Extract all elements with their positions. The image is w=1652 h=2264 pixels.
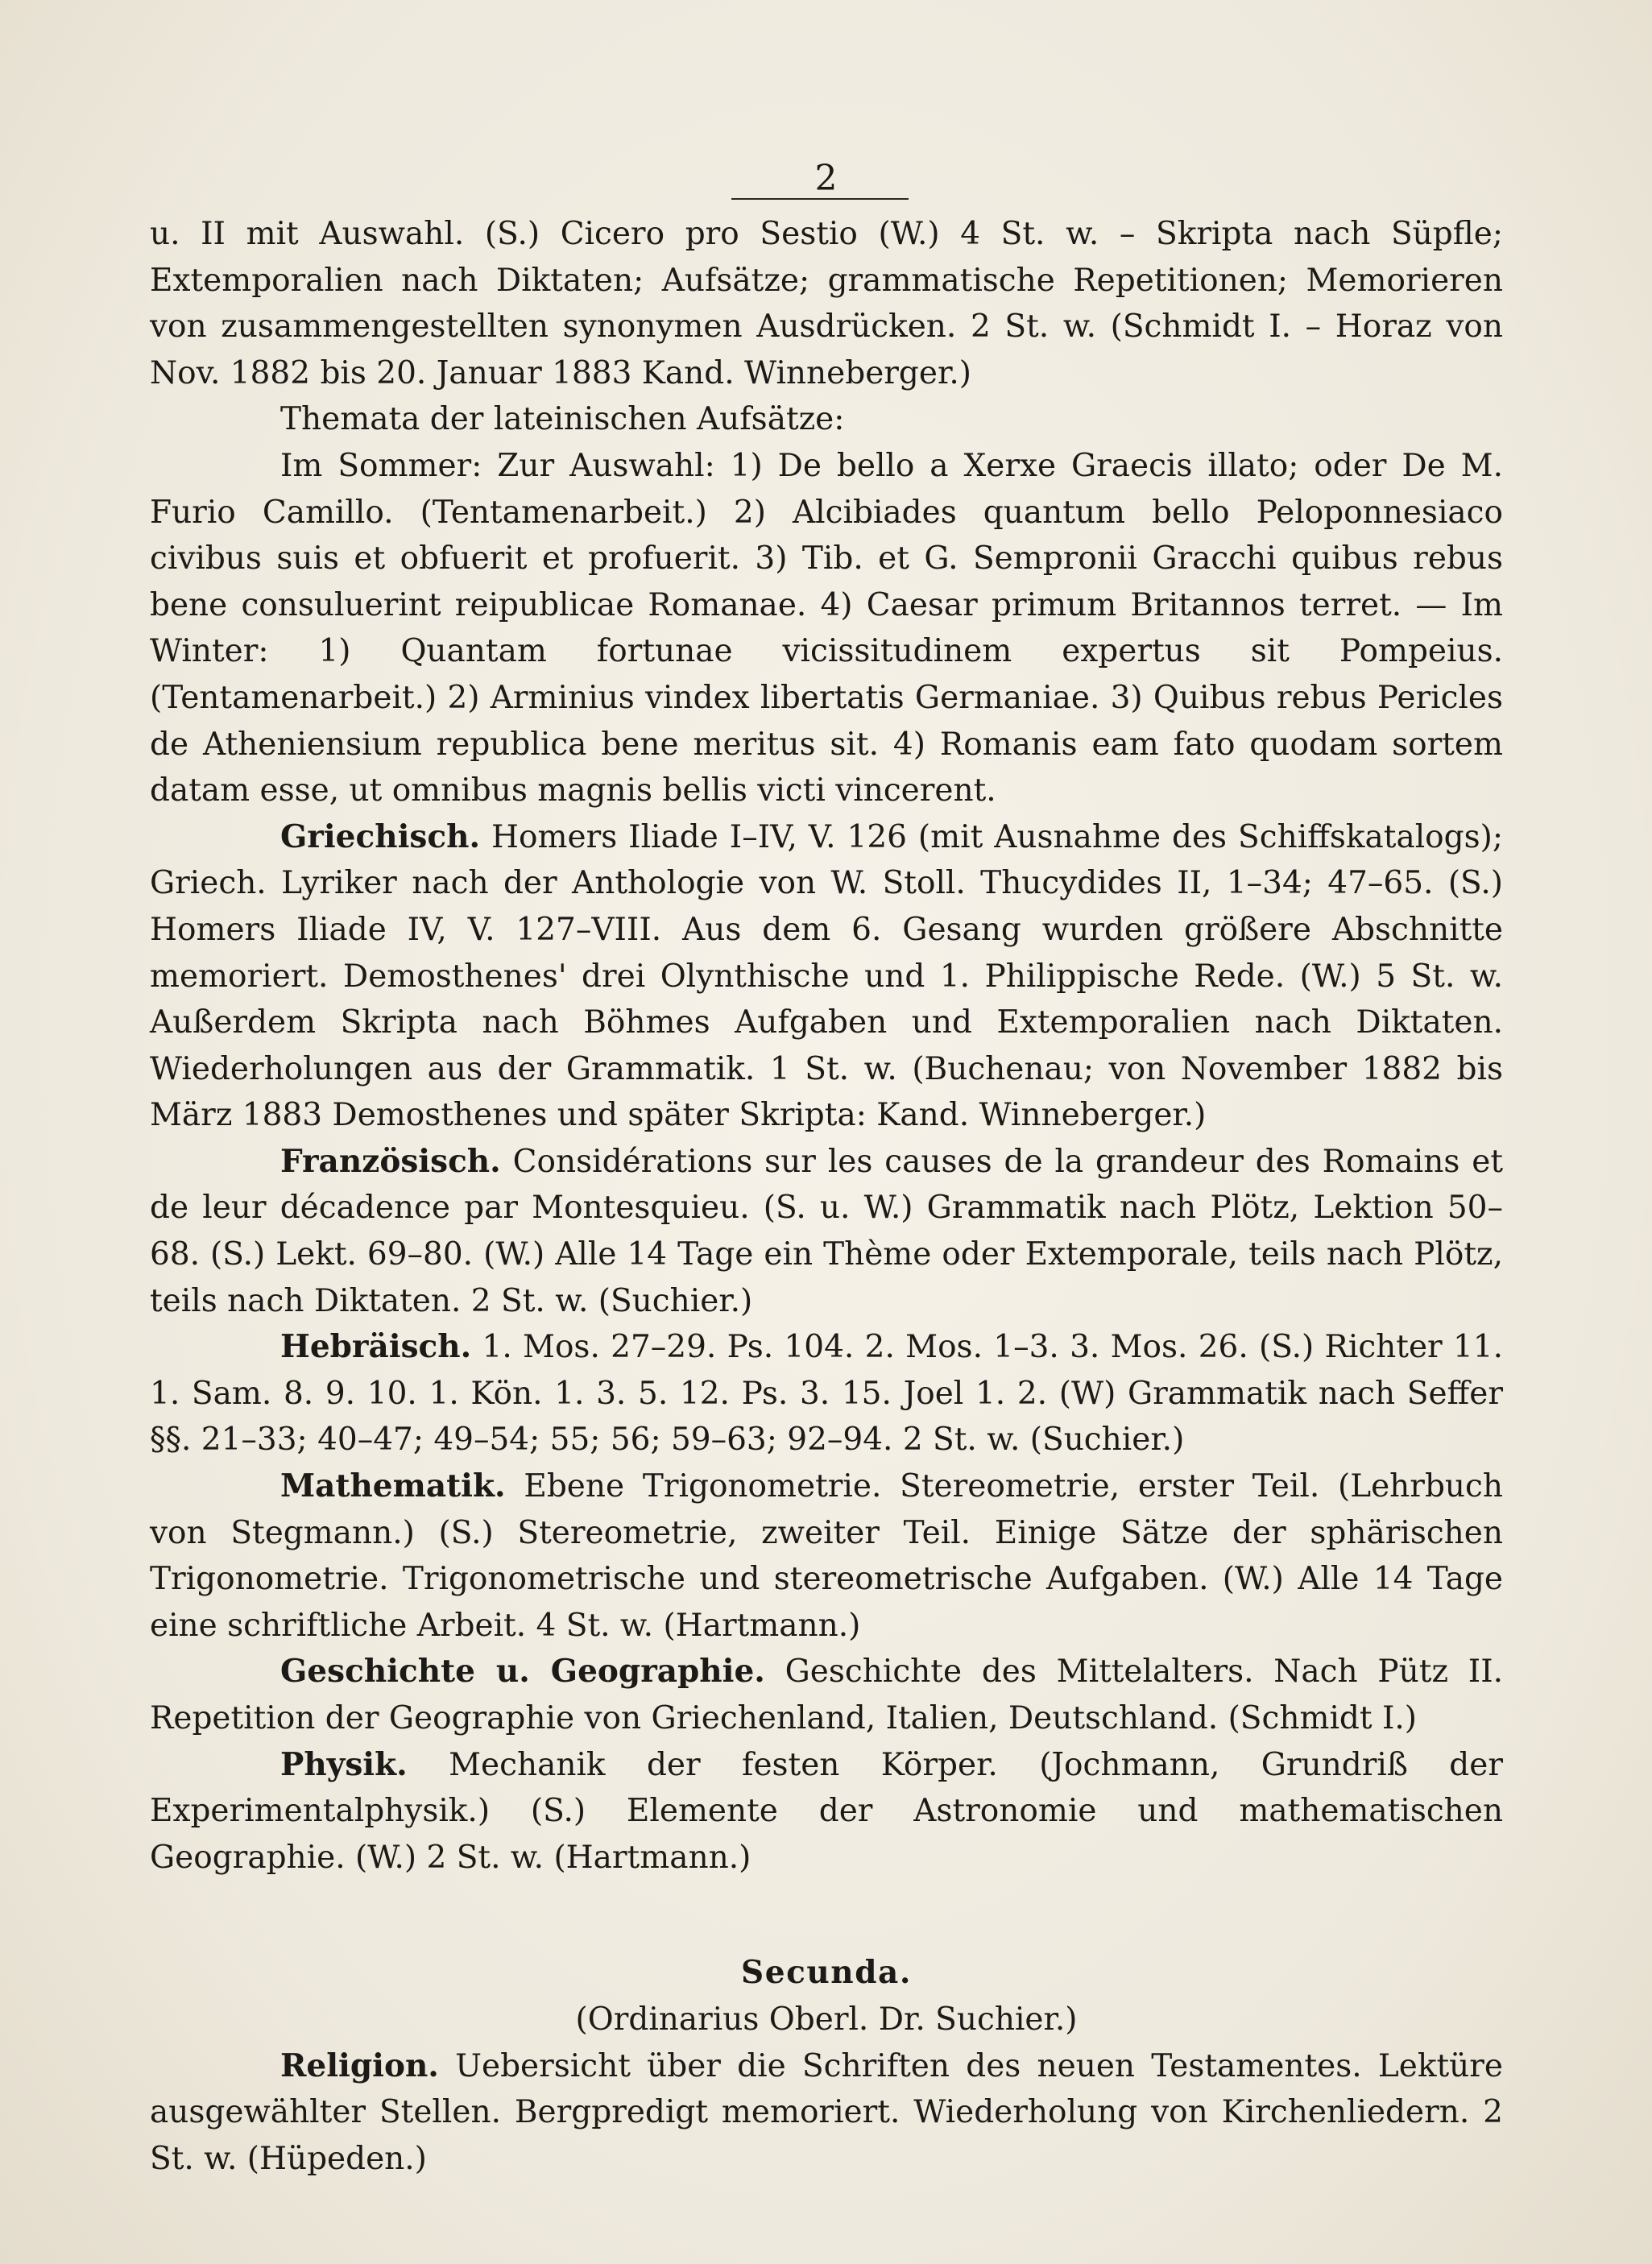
page-number: 2	[814, 158, 838, 199]
subject-history-geography	[150, 1649, 1503, 1741]
subject-text: 1. Mos. 27–29. Ps. 104. 2. Mos. 1–3. 3. Mos. 26. (S.) Richter 11. 1. Sam. 8. 9. 10. 1. Kön. 1. 3. 5. 12. Ps. 3. 15. Joel 1. 2. (W) Grammatik nach Seffer §§. 21–33; 40–47; 49–54; 55; 56; 59–63; 92–94. 2 St. w. (Suchier.)	[150, 1329, 1503, 1459]
subject-text: Homers Iliade I–IV, V. 126 (mit Ausnahme des Schiffskatalogs); Griech. Lyriker nach der Anthologie von W. Stoll. Thucydides II, 1–34; 47–65. (S.) Homers Iliade IV, V. 127–VIII. Aus dem 6. Gesang wurden größere Abschnitte memoriert. Demosthenes' drei Olynthische und 1. Philippische Rede. (W.) 5 St. w. Außerdem Skripta nach Böhmes Aufgaben und Extemporalien nach Diktaten. Wiederholungen aus der Grammatik. 1 St. w. (Buchenau; von November 1882 bis März 1883 Demosthenes und später Skripta: Kand. Winneberger.)	[150, 818, 1503, 1134]
subject-physics	[150, 1742, 1503, 1881]
subject-heading: Hebräisch.	[280, 1328, 472, 1366]
subject-text: Considérations sur les causes de la grandeur des Romains et de leur décadence par Montesquieu. (S. u. W.) Grammatik nach Plötz, Lektion 50–68. (S.) Lekt. 69–80. (W.) Alle 14 Tage ein Thème oder Extemporale, teils nach Plötz, teils nach Diktaten. 2 St. w. (Suchier.)	[150, 1143, 1504, 1319]
page-body	[150, 211, 1503, 2182]
section-title: Secunda.	[740, 1954, 913, 1992]
subject-text: Geschichte des Mittelalters. Nach Pütz II. Repetition der Geographie von Griechenland, Italien, Deutschland. (Schmidt I.)	[150, 1654, 1503, 1736]
section-subtitle: (Ordinarius Oberl. Dr. Suchier.)	[575, 2001, 1078, 2038]
subject-heading: Physik.	[280, 1745, 408, 1783]
subject-greek	[150, 814, 1503, 1139]
subject-text: Uebersicht über die Schriften des neuen Testamentes. Lektüre ausgewählter Stellen. Bergpredigt memoriert. Wiederholung von Kirchenliedern. 2 St. w. (Hüpeden.)	[150, 2047, 1503, 2177]
subject-heading: Religion.	[280, 2047, 439, 2084]
subject-heading: Geschichte u. Geographie.	[280, 1653, 765, 1691]
subject-heading: Französisch.	[280, 1142, 501, 1180]
subject-religion	[150, 2043, 1503, 2183]
latin-essay-themes-list: Im Sommer: Zur Auswahl: 1) De bello a Xerxe Graecis illato; oder De M. Furio Camillo. (Tentamenarbeit.) 2) Alcibiades quantum bello Peloponnesiaco civibus suis et obfuerit et profuerit. 3) Tib. et G. Sempronii Gracchi quibus rebus bene consuluerint reipublicae Romanae. 4) Caesar primum Britannos terret. — Im Winter: 1) Quantam fortunae vicissitudinem expertus sit Pompeius. (Tentamenarbeit.) 2) Arminius vindex libertatis Germaniae. 3) Quibus rebus Pericles de Atheniensium republica bene meritus sit. 4) Romanis eam fato quodam sortem datam esse, ut omnibus magnis bellis victi vincerent.	[150, 447, 1503, 809]
subject-mathematics	[150, 1463, 1503, 1649]
latin-essay-themes-heading: Themata der lateinischen Aufsätze:	[280, 401, 845, 438]
subject-heading: Mathematik.	[280, 1467, 506, 1505]
subject-heading: Griechisch.	[280, 817, 481, 855]
subject-french	[150, 1139, 1503, 1324]
subject-text: Ebene Trigonometrie. Stereometrie, erster Teil. (Lehrbuch von Stegmann.) (S.) Stereometrie, zweiter Teil. Einige Sätze der sphärischen Trigonometrie. Trigonometrische und stereometrische Aufgaben. (W.) Alle 14 Tage eine schriftliche Arbeit. 4 St. w. (Hartmann.)	[150, 1468, 1503, 1644]
page-number-rule	[731, 198, 909, 200]
subject-hebrew	[150, 1324, 1503, 1463]
latin-continuation-paragraph: u. II mit Auswahl. (S.) Cicero pro Sestio (W.) 4 St. w. – Skripta nach Süpfle; Extemporalien nach Diktaten; Aufsätze; grammatische Repetitionen; Memorieren von zusammengestellten synonymen Ausdrücken. 2 St. w. (Schmidt I. – Horaz von Nov. 1882 bis 20. Januar 1883 Kand. Winneberger.)	[150, 216, 1503, 391]
subject-text: Mechanik der festen Körper. (Jochmann, Grundriß der Experimentalphysik.) (S.) Elemente der Astronomie und mathematischen Geographie. (W.) 2 St. w. (Hartmann.)	[150, 1746, 1503, 1876]
